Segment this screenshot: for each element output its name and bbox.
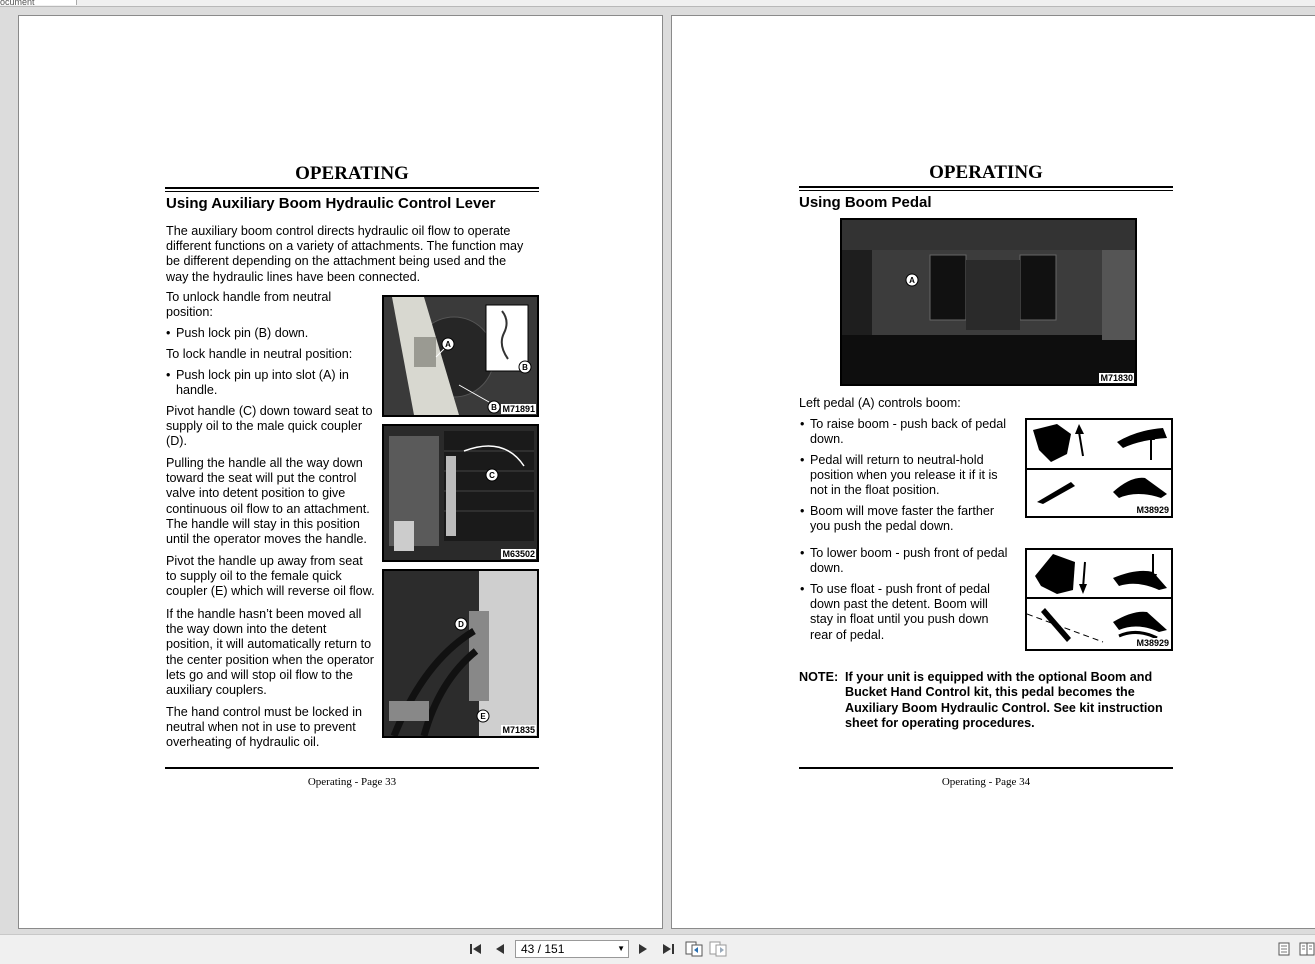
section-title: Using Boom Pedal xyxy=(799,194,932,211)
neutral-bullet: • Pedal will return to neutral-hold position when you release it if it is not in the float position. xyxy=(800,453,998,499)
callout-b-inset xyxy=(518,360,532,374)
callout-e xyxy=(476,709,490,723)
page-heading: OPERATING xyxy=(929,162,1043,183)
note-body: If your unit is equipped with the optional Boom and Bucket Hand Control kit, this pedal becomes the Auxiliary Boom Hydraulic Control. See kit instruction sheet for operating procedures. xyxy=(845,670,1163,730)
callout-d xyxy=(454,617,468,631)
document-viewer[interactable] xyxy=(0,7,1315,933)
figure-lower-diagram xyxy=(1025,548,1173,651)
previous-page-icon xyxy=(494,943,506,955)
page-indicator: 43 / 151 xyxy=(521,942,565,956)
document-tab[interactable]: ocument xyxy=(0,0,77,5)
callout-a xyxy=(905,273,919,287)
facing-pages-view-button[interactable] xyxy=(1297,940,1315,958)
lock-bullet: • Push lock pin up into slot (A) in handle. xyxy=(166,368,349,398)
next-page-icon xyxy=(637,943,649,955)
lower-bullet: • To lower boom - push front of pedal down. xyxy=(800,546,1007,576)
footer-rule xyxy=(799,767,1173,769)
figure-lock-pin xyxy=(382,295,539,417)
page-34 xyxy=(671,15,1315,929)
not-moved-text: If the handle hasn’t been moved all the way down into the detent position, it will automatically return to the center position when the operator lets go and will stop oil flow to the auxiliary couplers. xyxy=(166,607,374,698)
page-heading: OPERATING xyxy=(295,163,409,184)
page-33 xyxy=(18,15,663,929)
last-page-icon xyxy=(661,943,675,955)
page-footer: Operating - Page 34 xyxy=(941,776,1031,788)
page-number-select[interactable] xyxy=(515,940,629,958)
chevron-down-icon: ▼ xyxy=(617,944,625,953)
first-page-button[interactable] xyxy=(466,940,486,958)
raise-bullet: • To raise boom - push back of pedal down. xyxy=(800,417,1006,447)
svg-text:D: D xyxy=(458,620,464,629)
intro-paragraph: The auxiliary boom control directs hydraulic oil flow to operate different functions on a variety of attachments. The function may be different depending on the attachment being used and the way the hydraulic lines have been connected. xyxy=(166,224,524,284)
speed-bullet: • Boom will move faster the farther you push the pedal down. xyxy=(800,504,994,534)
unlock-text: To unlock handle from neutral position: xyxy=(166,290,332,320)
svg-text:B: B xyxy=(522,363,528,372)
navigation-toolbar xyxy=(0,934,1315,964)
figure-couplers xyxy=(382,569,539,738)
figure-label: M71830 xyxy=(1100,373,1133,383)
figure-raise-diagram xyxy=(1025,418,1173,518)
heading-rule xyxy=(799,186,1173,191)
last-page-button[interactable] xyxy=(658,940,678,958)
hand-control-text: The hand control must be locked in neutral when not in use to prevent overheating of hydraulic oil. xyxy=(166,705,363,750)
facing-pages-icon xyxy=(1299,942,1315,956)
forward-view-icon xyxy=(709,941,727,957)
section-title: Using Auxiliary Boom Hydraulic Control Lever xyxy=(166,195,496,212)
callout-c xyxy=(485,468,499,482)
svg-text:C: C xyxy=(489,471,495,480)
single-page-view-button[interactable] xyxy=(1274,940,1294,958)
single-page-icon xyxy=(1278,942,1290,956)
figure-boom-pedal xyxy=(840,218,1137,386)
note-block xyxy=(799,670,1199,734)
figure-label: M38929 xyxy=(1136,638,1169,648)
pivot-down-text: Pivot handle (C) down toward seat to supply oil to the male quick coupler (D). xyxy=(166,404,373,449)
svg-text:A: A xyxy=(445,340,451,349)
back-view-icon xyxy=(685,941,703,957)
svg-text:B: B xyxy=(491,403,497,412)
left-pedal-text: Left pedal (A) controls boom: xyxy=(799,396,961,410)
figure-handle xyxy=(382,424,539,562)
float-bullet: • To use float - push front of pedal down past the detent. Boom will stay in float until you push down rear of pedal. xyxy=(800,582,990,643)
figure-label: M63502 xyxy=(502,549,535,559)
pulling-text: Pulling the handle all the way down toward the seat will put the control valve into detent position to give continuous oil flow to an attachment. The handle will stay in this position until the operator moves the handle. xyxy=(166,456,370,547)
tab-strip xyxy=(0,0,1315,7)
note-label: NOTE: xyxy=(799,670,839,684)
lock-text: To lock handle in neutral position: xyxy=(166,347,353,361)
callout-a xyxy=(441,337,455,351)
go-back-view-button[interactable] xyxy=(684,940,704,958)
figure-label: M38929 xyxy=(1136,505,1169,515)
first-page-icon xyxy=(469,943,483,955)
pivot-up-text: Pivot the handle up away from seat to supply oil to the female quick coupler (E) which will reverse oil flow. xyxy=(166,554,375,599)
footer-rule xyxy=(165,767,539,769)
unlock-bullet: • Push lock pin (B) down. xyxy=(166,326,308,341)
figure-label: M71891 xyxy=(502,404,535,414)
svg-text:E: E xyxy=(480,712,486,721)
previous-page-button[interactable] xyxy=(490,940,510,958)
page-footer: Operating - Page 33 xyxy=(307,776,397,788)
svg-text:A: A xyxy=(909,276,915,285)
go-forward-view-button[interactable] xyxy=(708,940,728,958)
figure-label: M71835 xyxy=(502,725,535,735)
callout-b xyxy=(487,400,501,414)
heading-rule xyxy=(165,187,539,192)
next-page-button[interactable] xyxy=(633,940,653,958)
